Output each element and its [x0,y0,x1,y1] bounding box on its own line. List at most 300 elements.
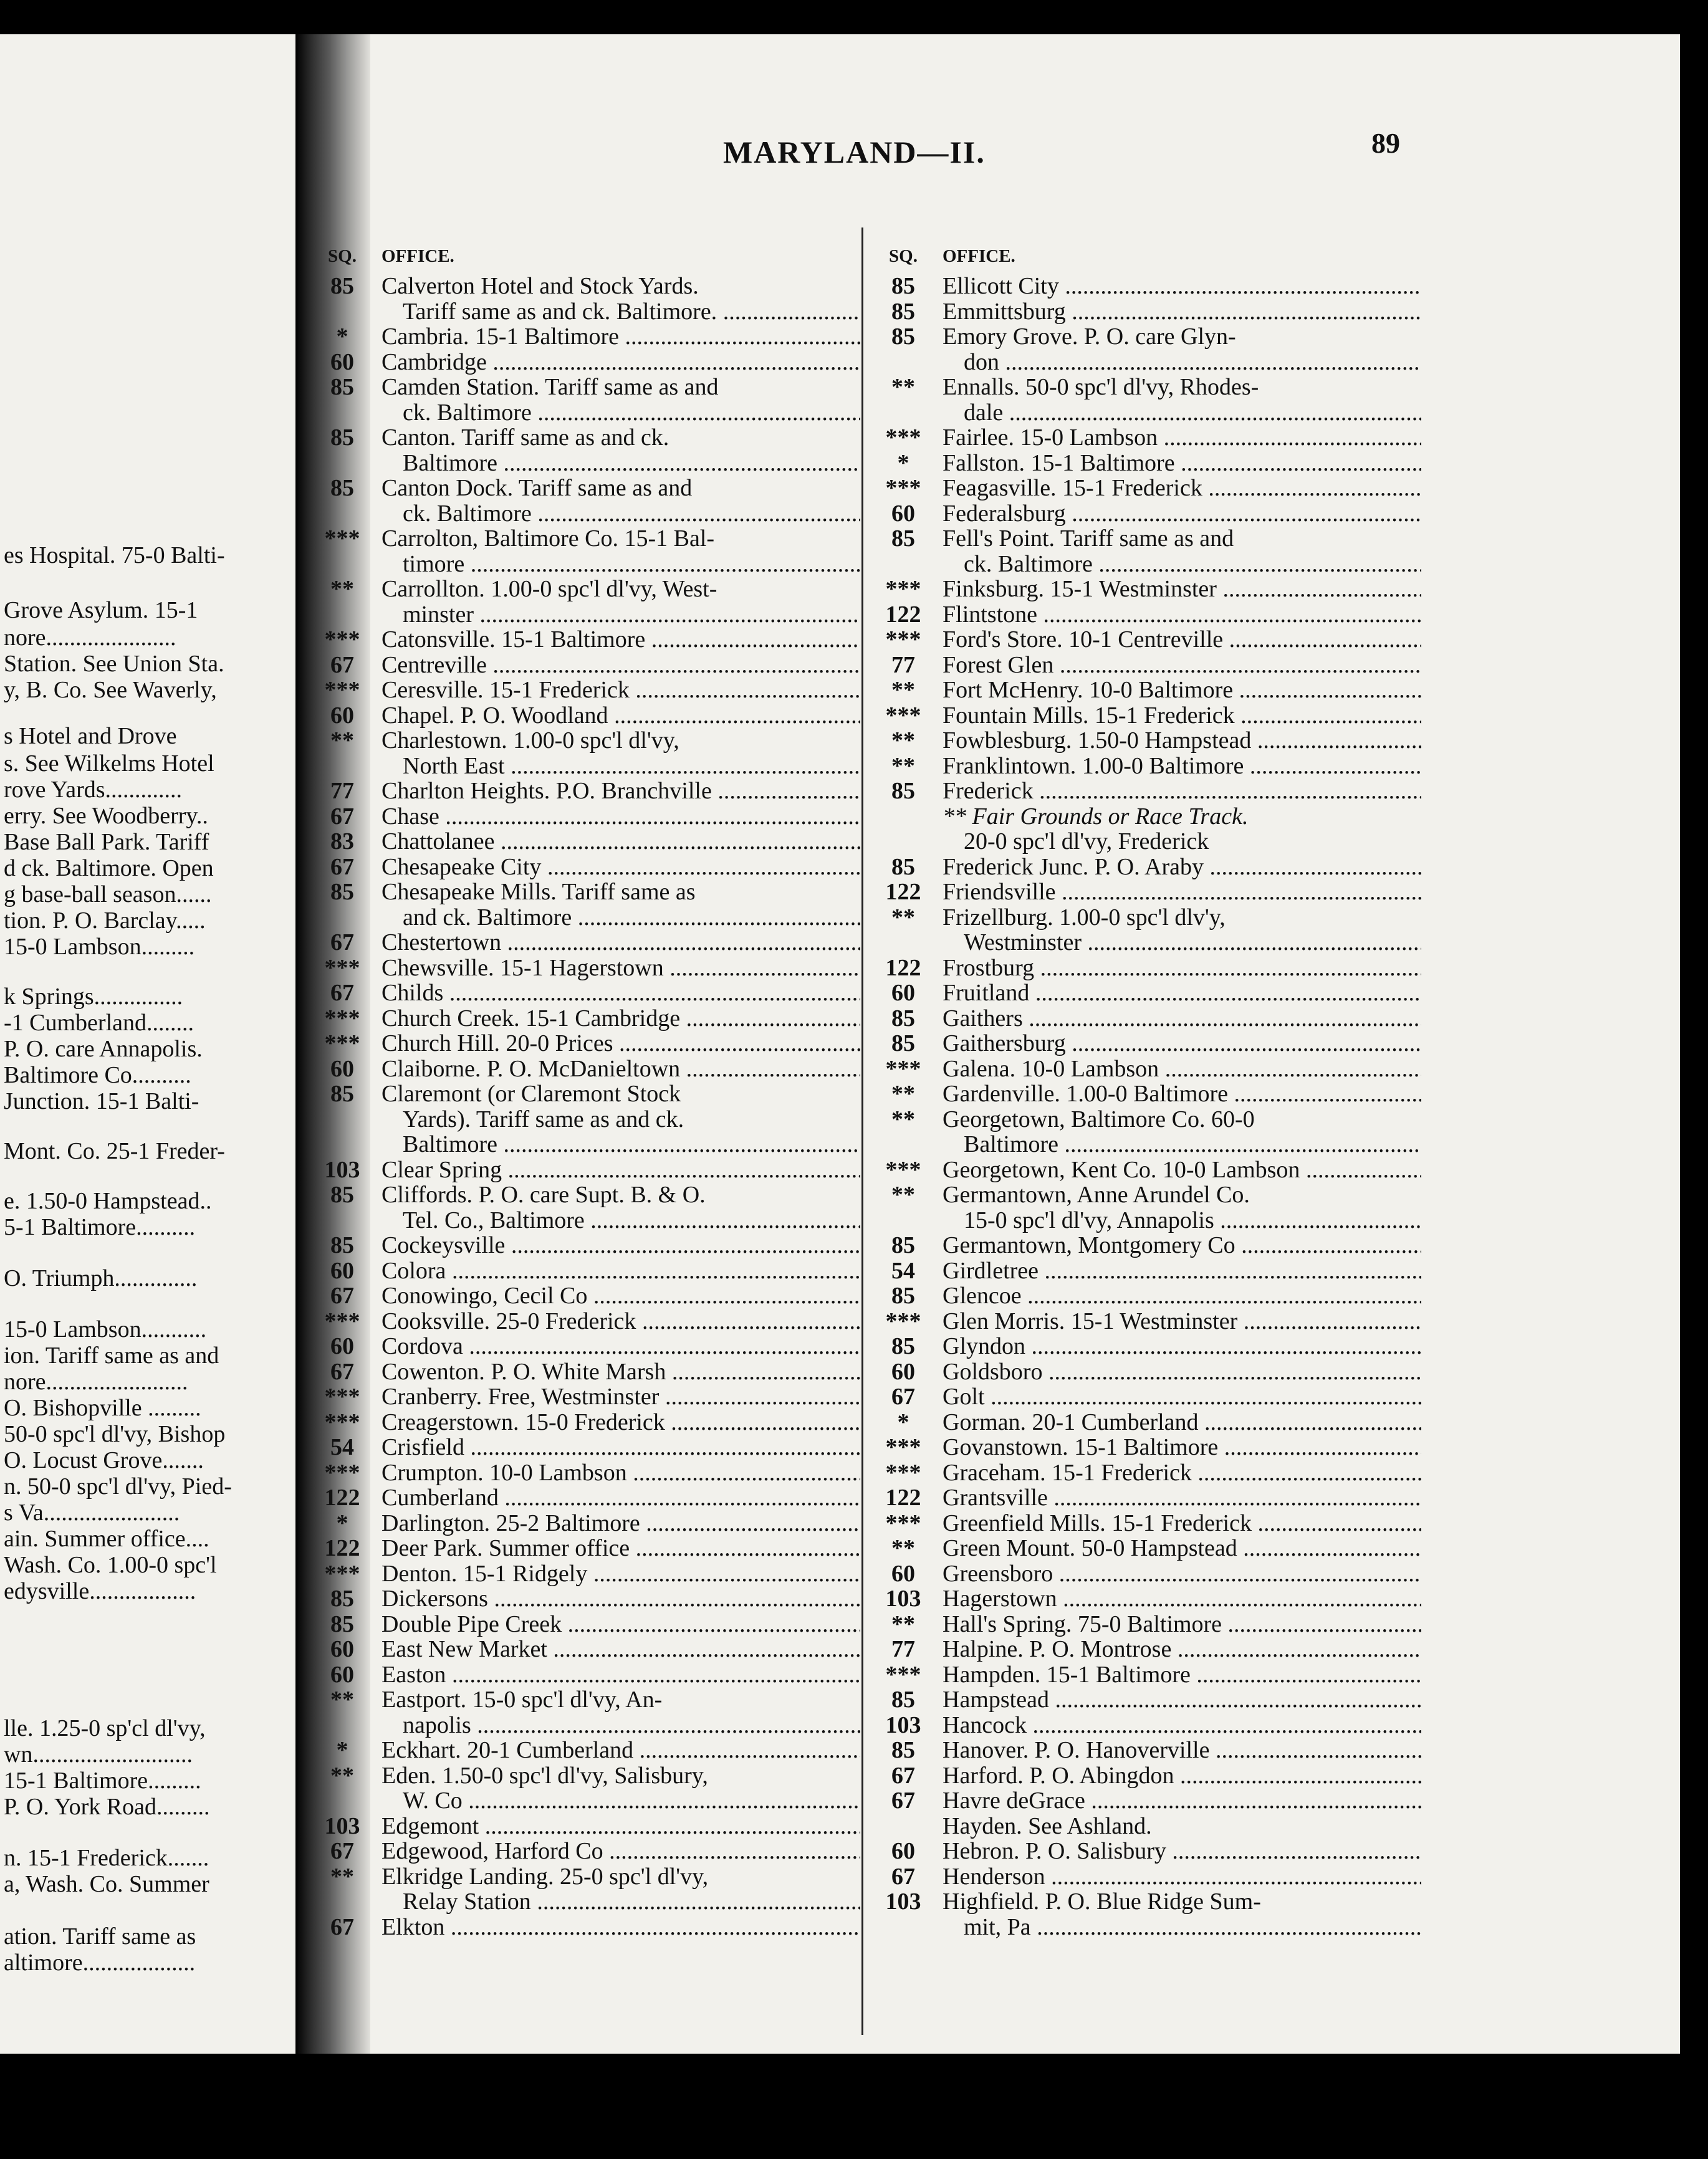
square-number: 85 [330,1081,354,1107]
previous-page-line: O. Locust Grove....... [4,1447,204,1473]
office-name: Cordova ..... [381,1334,860,1359]
square-number: 67 [330,1283,354,1309]
square-number: 67 [330,929,354,955]
square-number: 103 [324,1156,360,1183]
office-name: Georgetown, Baltimore Co. 60-0 [943,1106,1255,1132]
square-number: 122 [324,1535,360,1561]
square-number: ** [891,1106,915,1132]
square-number: 67 [891,1762,915,1789]
office-entry [312,1763,860,1814]
office-entry [312,1435,860,1460]
office-name: Havre deGrace ..... [943,1788,1421,1814]
office-name: Ford's Store. 10-1 Centreville ..... [943,627,1421,653]
office-name: Fairlee. 15-0 Lambson ..... [943,425,1421,451]
office-name: Easton ..... [381,1662,860,1688]
square-number: 85 [330,1232,354,1258]
office-entry [312,627,860,653]
office-entry [312,1359,860,1385]
office-name: Conowingo, Cecil Co ..... [381,1283,860,1309]
office-entry [873,1258,1421,1284]
office-name: Hebron. P. O. Salisbury ..... [943,1839,1421,1864]
office-entry [873,1006,1421,1032]
office-entry [312,1182,860,1233]
office-entry [873,375,1421,425]
square-number: ** [330,1762,354,1789]
office-name: Graceham. 15-1 Frederick ..... [943,1460,1421,1486]
office-name: Crumpton. 10-0 Lambson ..... [381,1460,860,1486]
square-number: 77 [891,651,915,678]
office-name: Greensboro ..... [943,1561,1421,1587]
office-name: Friendsville ..... [943,879,1421,905]
office-detail: W. Co ..... [381,1788,860,1814]
office-entry [873,1561,1421,1587]
square-number: 67 [330,1913,354,1940]
office-name: Finksburg. 15-1 Westminster ..... [943,577,1421,602]
office-entry [312,1309,860,1334]
office-name: Cranberry. Free, Westminster ..... [381,1384,860,1410]
previous-page-line: -1 Cumberland........ [4,1010,194,1036]
square-number: 103 [885,1889,921,1915]
office-name: ** Fair Grounds or Race Track. [943,803,1249,829]
square-number: *** [324,1308,360,1334]
previous-page-line: 15-1 Baltimore......... [4,1768,201,1794]
square-number: *** [324,626,360,653]
square-number: *** [885,1156,921,1183]
office-entry [312,855,860,880]
square-number: *** [885,1055,921,1082]
square-number: 103 [324,1812,360,1839]
office-detail: 20-0 spc'l dl'vy, Frederick [964,829,1209,855]
office-entry [312,577,860,627]
office-entry [873,577,1421,602]
office-detail: minster ..... [381,602,860,628]
office-detail: Baltimore ..... [943,1132,1421,1157]
office-entry [873,1031,1421,1056]
office-entry [873,1157,1421,1183]
office-entry [312,1561,860,1587]
square-number: ** [330,727,354,754]
office-entry [312,728,860,778]
square-number: *** [324,525,360,552]
square-number: 85 [891,273,915,299]
previous-page-line: d ck. Baltimore. Open [4,855,214,881]
office-name: Cumberland ..... [381,1485,860,1511]
square-number: *** [885,424,921,451]
office-entry [873,526,1421,577]
previous-page-line: Junction. 15-1 Balti- [4,1088,199,1114]
office-entry [312,1738,860,1763]
office-entry [312,526,860,577]
office-name: East New Market ..... [381,1637,860,1662]
square-number: *** [324,1560,360,1587]
office-name: Chattolanee ..... [381,829,860,855]
office-entry [873,1763,1421,1789]
office-entry [873,425,1421,451]
office-detail: ck. Baltimore ..... [381,400,860,426]
previous-page-line: edysville.................. [4,1578,196,1604]
office-entry [312,1536,860,1561]
square-number: 85 [891,1333,915,1359]
square-number: 85 [330,1182,354,1208]
office-name: Forest Glen ..... [943,653,1421,678]
square-number: 54 [330,1434,354,1460]
office-name: Fallston. 15-1 Baltimore ..... [943,451,1421,476]
square-number: 103 [885,1586,921,1612]
office-detail: timore ..... [381,552,860,577]
office-entry [873,1612,1421,1637]
office-name: Darlington. 25-2 Baltimore ..... [381,1511,860,1536]
previous-page-line: 5-1 Baltimore.......... [4,1214,196,1240]
previous-page-line: Wash. Co. 1.00-0 spc'l [4,1552,217,1578]
square-number: 85 [891,1232,915,1258]
office-detail: ck. Baltimore ..... [381,501,860,527]
office-name: Greenfield Mills. 15-1 Frederick ..... [943,1511,1421,1536]
office-name: Govanstown. 15-1 Baltimore ..... [943,1435,1421,1460]
office-name: Frizellburg. 1.00-0 spc'l dlv'y, [943,904,1226,930]
office-entry [873,703,1421,729]
office-name: Carrolton, Baltimore Co. 15-1 Bal- [381,526,715,552]
previous-page-line: erry. See Woodberry.. [4,803,208,829]
previous-page-line: s. See Wilkelms Hotel [4,750,214,777]
office-name: Fountain Mills. 15-1 Frederick ..... [943,703,1421,729]
square-number: 85 [330,424,354,451]
office-name: Eastport. 15-0 spc'l dl'vy, An- [381,1687,663,1713]
office-entry [873,1511,1421,1536]
office-name: Frederick Junc. P. O. Araby ..... [943,855,1421,880]
office-entry [873,1283,1421,1309]
office-name: Carrollton. 1.00-0 spc'l dl'vy, West- [381,577,717,602]
square-number: 85 [891,1005,915,1032]
office-entry [873,754,1421,779]
office-detail: and ck. Baltimore ..... [381,905,860,931]
square-number: *** [885,1308,921,1334]
square-number: 85 [891,1737,915,1763]
office-name: Chapel. P. O. Woodland ..... [381,703,860,729]
square-number: 122 [885,879,921,905]
square-number: 85 [330,879,354,905]
square-number: 85 [891,1283,915,1309]
office-entry [873,804,1421,855]
office-name: Denton. 15-1 Ridgely ..... [381,1561,860,1587]
office-entry [873,1662,1421,1688]
office-entry [312,1586,860,1612]
office-entry [312,1283,860,1309]
office-name: Calverton Hotel and Stock Yards. [381,274,699,299]
square-number: ** [891,1535,915,1561]
office-entry [312,1612,860,1637]
office-detail: 15-0 spc'l dl'vy, Annapolis ..... [943,1208,1421,1233]
square-number: 60 [891,500,915,527]
square-number: 122 [885,1485,921,1511]
office-name: Green Mount. 50-0 Hampstead ..... [943,1536,1421,1561]
left-column [312,246,860,1940]
office-entry [312,1864,860,1915]
office-name: Gorman. 20-1 Cumberland ..... [943,1410,1421,1435]
previous-page-line: 50-0 spc'l dl'vy, Bishop [4,1421,226,1447]
office-name: Elkton ..... [381,1915,860,1940]
office-entry [312,1687,860,1738]
office-entry [873,274,1421,299]
office-entry [873,1435,1421,1460]
office-entry [312,1081,860,1157]
previous-page-line: tion. P. O. Barclay..... [4,907,206,934]
square-number: 67 [891,1863,915,1890]
square-number: ** [891,374,915,400]
square-number: 85 [891,1687,915,1713]
sq-heading: SQ. [889,246,918,266]
office-name: Cambridge ..... [381,350,860,375]
office-entry [873,1334,1421,1359]
office-name: Crisfield ..... [381,1435,860,1460]
square-number: *** [324,1005,360,1032]
right-column-header [873,246,1421,274]
office-detail: Tariff same as and ck. Baltimore. ..... [381,299,860,325]
office-entry [873,1056,1421,1082]
office-heading: OFFICE. [943,246,1015,266]
office-entry [312,1915,860,1940]
previous-page-line: P. O. care Annapolis. [4,1036,203,1062]
office-entry [312,1334,860,1359]
office-entry [873,879,1421,905]
office-name: Hagerstown ..... [943,1586,1421,1612]
office-entry [873,1713,1421,1738]
square-number: 85 [330,1586,354,1612]
previous-page-line: e. 1.50-0 Hampstead.. [4,1188,212,1214]
previous-page-line: k Springs............... [4,984,183,1010]
previous-page-line: ain. Summer office.... [4,1526,209,1552]
office-entry [873,1637,1421,1662]
office-entry [873,1788,1421,1814]
square-number: 85 [330,273,354,299]
office-entry [312,1056,860,1082]
office-entry [873,980,1421,1006]
square-number: *** [324,677,360,703]
office-entry [312,980,860,1006]
office-name: Creagerstown. 15-0 Frederick ..... [381,1410,860,1435]
square-number: *** [324,1459,360,1486]
office-entry [873,653,1421,678]
square-number: 67 [330,980,354,1006]
directory-page [0,34,1680,2054]
office-entry [873,451,1421,476]
office-entry [873,602,1421,628]
office-name: Ellicott City ..... [943,274,1421,299]
square-number: 60 [891,1358,915,1385]
square-number: * [336,1737,348,1763]
office-name: Cockeysville ..... [381,1233,860,1258]
square-number: 67 [891,1788,915,1814]
office-name: Hampstead ..... [943,1687,1421,1713]
office-name: Germantown, Montgomery Co ..... [943,1233,1421,1258]
office-name: Girdletree ..... [943,1258,1421,1284]
office-entry [873,955,1421,981]
office-entry [312,1258,860,1284]
previous-page-line: Baltimore Co.......... [4,1062,191,1088]
sq-heading: SQ. [328,246,357,266]
office-name: Chase ..... [381,804,860,830]
previous-page-line: g base-ball season...... [4,881,212,907]
office-name: Edgewood, Harford Co ..... [381,1839,860,1864]
square-number: ** [891,1081,915,1107]
previous-page-line: lle. 1.25-0 sp'cl dl'vy, [4,1715,206,1741]
office-name: Feagasville. 15-1 Frederick ..... [943,476,1421,501]
previous-page-line: a, Wash. Co. Summer [4,1871,209,1897]
square-number: *** [885,702,921,729]
office-name: Church Hill. 20-0 Prices ..... [381,1031,860,1056]
office-name: Eden. 1.50-0 spc'l dl'vy, Salisbury, [381,1763,708,1788]
previous-page-line: O. Triumph.............. [4,1265,198,1291]
previous-page-line: ation. Tariff same as [4,1923,196,1950]
office-entry [873,1889,1421,1940]
office-name: Cambria. 15-1 Baltimore ..... [381,324,860,350]
previous-page-line: es Hospital. 75-0 Balti- [4,542,225,568]
office-entry [312,879,860,930]
office-entry [873,627,1421,653]
office-entry [873,1864,1421,1890]
office-detail: Baltimore ..... [381,1132,860,1157]
office-entry [312,1410,860,1435]
square-number: *** [885,1434,921,1460]
office-name: Ceresville. 15-1 Frederick ..... [381,677,860,703]
previous-page-line: s Va....................... [4,1500,180,1526]
office-name: Chestertown ..... [381,930,860,955]
page-title: MARYLAND—II. [723,135,986,170]
previous-page-fragment [0,34,295,2054]
office-entry [312,653,860,678]
square-number: ** [330,576,354,602]
office-entry [312,804,860,830]
office-name: Centreville ..... [381,653,860,678]
office-name: Frostburg ..... [943,955,1421,981]
office-name: Catonsville. 15-1 Baltimore ..... [381,627,860,653]
square-number: 67 [330,853,354,880]
office-name: Fell's Point. Tariff same as and [943,526,1234,552]
office-name: Childs ..... [381,980,860,1006]
office-name: Gaithers ..... [943,1006,1421,1032]
square-number: 85 [330,1611,354,1637]
previous-page-line: Grove Asylum. 15-1 [4,597,198,623]
office-detail: North East ..... [381,754,860,779]
office-name: Goldsboro ..... [943,1359,1421,1385]
square-number: 60 [330,1636,354,1662]
office-name: Glyndon ..... [943,1334,1421,1359]
office-name: Deer Park. Summer office ..... [381,1536,860,1561]
square-number: *** [885,1510,921,1536]
square-number: 60 [330,702,354,729]
square-number: 67 [330,651,354,678]
office-entry [312,324,860,350]
office-name: Canton. Tariff same as and ck. [381,425,669,451]
square-number: 85 [891,323,915,350]
square-number: 67 [330,1358,354,1385]
office-entry [873,1384,1421,1410]
square-number: 60 [891,1838,915,1864]
previous-page-line: 15-0 Lambson......... [4,934,195,960]
previous-page-line: y, B. Co. See Waverly, [4,677,217,703]
office-entry [873,1107,1421,1157]
square-number: ** [891,677,915,703]
square-number: * [897,1409,909,1435]
office-name: Double Pipe Creek ..... [381,1612,860,1637]
square-number: *** [885,626,921,653]
square-number: 122 [324,1485,360,1511]
office-name: Chesapeake City ..... [381,855,860,880]
office-name: Cowenton. P. O. White Marsh ..... [381,1359,860,1385]
office-entry [312,1511,860,1536]
square-number: ** [891,1182,915,1208]
office-name: Hanover. P. O. Hanoverville ..... [943,1738,1421,1763]
office-name: Chesapeake Mills. Tariff same as [381,879,696,905]
square-number: ** [891,727,915,754]
office-name: Claremont (or Claremont Stock [381,1081,681,1107]
square-number: 85 [891,853,915,880]
square-number: * [336,1510,348,1536]
previous-page-line: rove Yards............. [4,777,183,803]
office-entry [873,501,1421,527]
office-entry [312,1460,860,1486]
square-number: 54 [891,1257,915,1284]
office-name: Emmittsburg ..... [943,299,1421,325]
office-entry [312,1662,860,1688]
previous-page-line: O. Bishopville ......... [4,1395,201,1421]
office-entry [873,1814,1421,1839]
square-number: ** [330,1687,354,1713]
office-entry [312,829,860,855]
office-entry [312,1006,860,1032]
office-name: Chewsville. 15-1 Hagerstown ..... [381,955,860,981]
office-entry [873,1839,1421,1864]
previous-page-line: Mont. Co. 25-1 Freder- [4,1138,225,1164]
square-number: 60 [330,1055,354,1082]
office-name: Georgetown, Kent Co. 10-0 Lambson ..... [943,1157,1421,1183]
square-number: 60 [330,1257,354,1284]
square-number: ** [330,1863,354,1890]
office-name: Highfield. P. O. Blue Ridge Sum- [943,1889,1261,1915]
square-number: 85 [891,778,915,804]
office-name: Clear Spring ..... [381,1157,860,1183]
square-number: 60 [891,1560,915,1587]
square-number: 122 [885,601,921,628]
office-name: Glencoe ..... [943,1283,1421,1309]
square-number: 60 [330,348,354,375]
square-number: ** [891,1611,915,1637]
office-name: Hampden. 15-1 Baltimore ..... [943,1662,1421,1688]
office-name: Cliffords. P. O. care Supt. B. & O. [381,1182,706,1208]
square-number: 60 [891,980,915,1006]
office-entry [312,1031,860,1056]
previous-page-line: Base Ball Park. Tariff [4,829,209,855]
office-name: Federalsburg ..... [943,501,1421,527]
office-name: Eckhart. 20-1 Cumberland ..... [381,1738,860,1763]
office-entry [873,1586,1421,1612]
office-entry [873,677,1421,703]
square-number: 67 [891,1384,915,1410]
previous-page-line: n. 15-1 Frederick....... [4,1845,209,1871]
office-entry [312,1157,860,1183]
square-number: *** [324,1384,360,1410]
previous-page-line: P. O. York Road......... [4,1794,210,1820]
office-detail: Baltimore ..... [381,451,860,476]
office-name: Claiborne. P. O. McDanieltown ..... [381,1056,860,1082]
office-entry [312,1485,860,1511]
office-detail: mit, Pa ..... [943,1915,1421,1940]
office-entry [873,1460,1421,1486]
office-detail: ck. Baltimore ..... [943,552,1421,577]
square-number: 77 [330,778,354,804]
previous-page-line: nore...................... [4,625,176,651]
office-entry [873,1410,1421,1435]
office-detail: Yards). Tariff same as and ck. [403,1106,684,1132]
